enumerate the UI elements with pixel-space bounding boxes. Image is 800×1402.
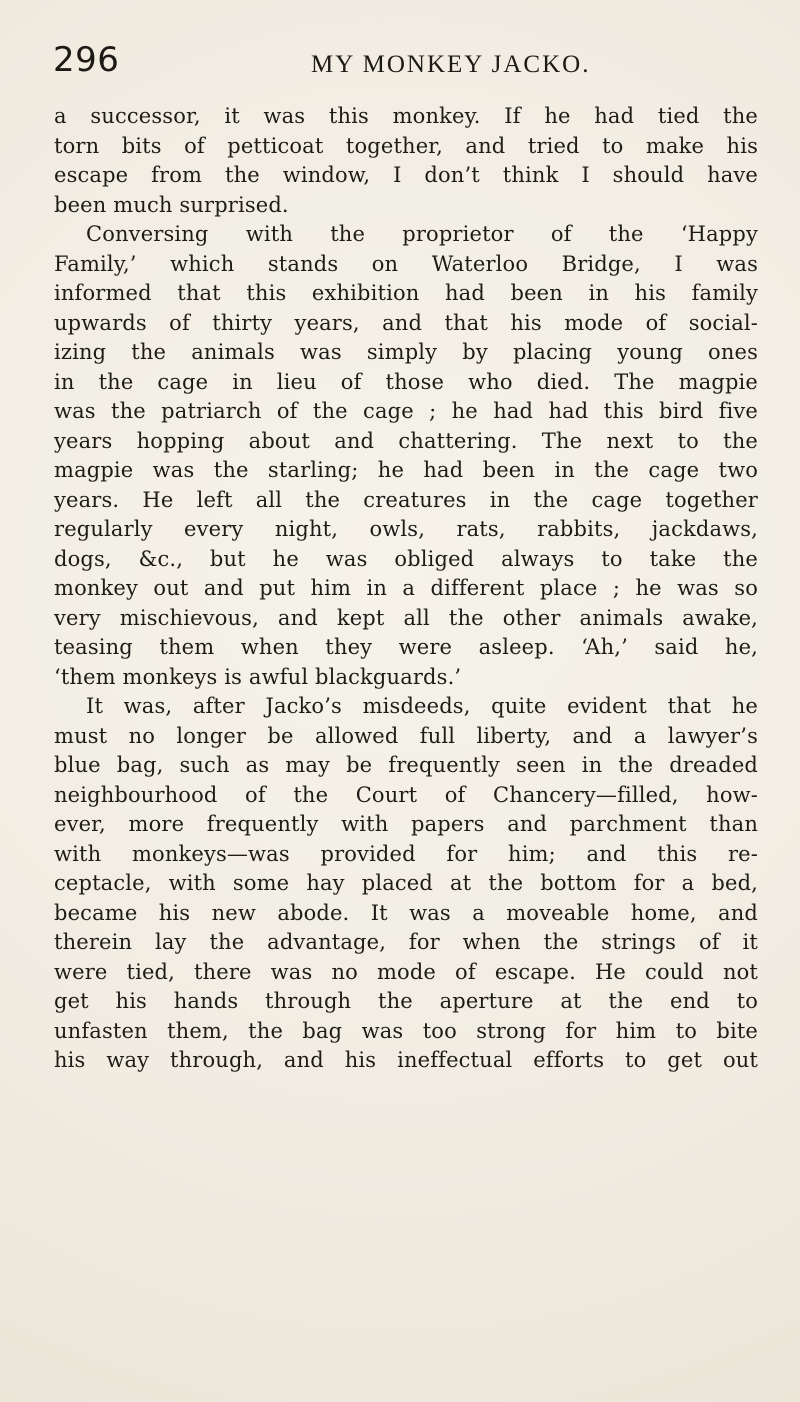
text-line: ever, more frequently with papers and parchment than: [54, 812, 758, 836]
text-line: was the patriarch of the cage ; he had had this bird five: [54, 399, 758, 423]
running-title: MY MONKEY JACKO.: [311, 51, 591, 78]
text-line: years. He left all the creatures in the cage together: [54, 487, 758, 512]
text-line: Family,’ which stands on Waterloo Bridge, I was: [54, 251, 758, 276]
text-line: blue bag, such as may be frequently seen in the dreaded: [54, 753, 758, 777]
text-line: his way through, and his ineffectual efforts to get out: [54, 1048, 758, 1072]
text-line: It was, after Jacko’s misdeeds, quite evident that he: [86, 694, 758, 718]
text-line: must no longer be allowed full liberty, and a lawyer’s: [54, 723, 758, 748]
text-line: became his new abode. It was a moveable home, and: [54, 900, 758, 925]
text-line: unfasten them, the bag was too strong for him to bite: [54, 1018, 758, 1043]
text-line: were tied, there was no mode of escape. He could not: [54, 959, 758, 984]
text-line: izing the animals was simply by placing young ones: [54, 340, 758, 364]
body-text: [54, 102, 758, 1076]
text-line: very mischievous, and kept all the other animals awake,: [54, 605, 758, 630]
text-line: torn bits of petticoat together, and tried to make his: [54, 133, 758, 158]
text-line: get his hands through the aperture at the end to: [54, 989, 758, 1013]
text-line: been much surprised.: [54, 192, 289, 217]
text-line: ‘them monkeys is awful blackguards.’: [54, 664, 462, 689]
text-line: Conversing with the proprietor of the ‘Happy: [86, 222, 758, 246]
text-line: informed that this exhibition had been in his family: [54, 281, 758, 305]
text-line: neighbourhood of the Court of Chancery—filled, how-: [54, 782, 758, 807]
text-line: magpie was the starling; he had been in the cage two: [54, 458, 758, 482]
text-line: with monkeys—was provided for him; and this re-: [54, 841, 758, 866]
page-number: 296: [53, 40, 120, 80]
running-head: [53, 40, 763, 84]
text-line: therein lay the advantage, for when the strings of it: [54, 930, 758, 954]
text-line: regularly every night, owls, rats, rabbits, jackdaws,: [54, 517, 758, 541]
text-line: years hopping about and chattering. The next to the: [54, 428, 758, 453]
text-line: upwards of thirty years, and that his mode of social-: [54, 310, 758, 335]
text-line: monkey out and put him in a different place ; he was so: [54, 576, 758, 600]
text-line: a successor, it was this monkey. If he had tied the: [54, 104, 758, 128]
text-line: in the cage in lieu of those who died. The magpie: [54, 369, 758, 394]
text-line: escape from the window, I don’t think I should have: [54, 163, 758, 187]
text-line: dogs, &c., but he was obliged always to take the: [54, 546, 758, 571]
text-line: teasing them when they were asleep. ‘Ah,’ said he,: [54, 635, 758, 659]
text-line: ceptacle, with some hay placed at the bottom for a bed,: [54, 871, 758, 895]
